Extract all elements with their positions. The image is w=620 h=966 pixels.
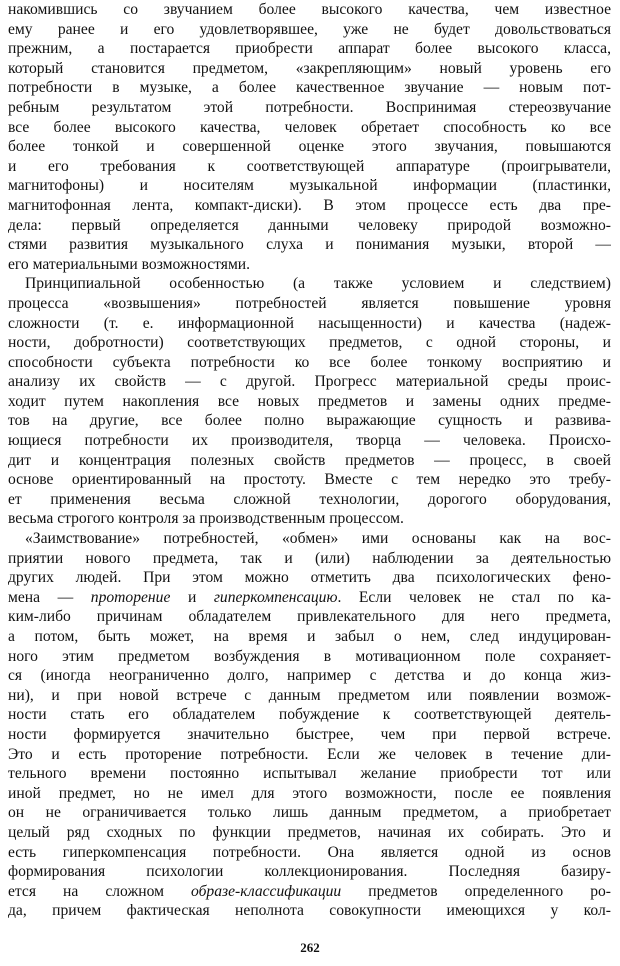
text-line [8,882,611,902]
italic-term: проторение [90,588,171,606]
paragraph [8,529,611,921]
text-line: сложности (т. е. информационной насыщенности) и качества (надеж- [8,314,611,332]
text-line: ности формируется значительно быстрее, чем при первой встрече. [8,725,611,743]
text-line: целый ряд сходных по функции предметов, начиная их собирать. Это и [8,823,611,841]
text-line: тельного времени постоянно испытывал желание приобрести тот или [8,765,611,783]
italic-term: гиперкомпенсацию [213,588,338,606]
text-line: весьма строгого контроля за производственным процессом. [8,510,404,528]
text-line: ходит путем накопления все новых предметов и замены одних предме- [8,392,611,410]
text-line: магнитофонная лента, компакт-диски). В этом процессе есть два пре- [8,196,611,214]
text-line: ся (иногда неограниченно долго, например с детства и до конца жиз- [8,667,611,685]
text-run: и [170,588,214,606]
text-line: тов на другие, все более полно выражающие сущность и развива- [8,412,611,430]
text-line: анализу их свойств — с другой. Прогресс материальной среды проис- [8,373,611,391]
text-line: Принципиальной особенностью (а также условием и следствием) [25,275,611,293]
text-line: потребности в музыке, а более качественное звучание — новым пот- [8,79,611,97]
text-line: который становится предметом, «закрепляющим» новый уровень его [8,59,611,77]
text-line: и его требования к соответствующей аппаратуре (проигрыватели, [8,157,611,175]
page-number: 262 [300,940,320,955]
text-line: ему ранее и его удовлетворявшее, уже не будет довольствоваться [8,20,611,38]
text-line: магнитофоны) и носителям музыкальной информации (пластинки, [8,177,611,195]
text-line: других людей. При этом можно отметить два психологических фено- [8,569,611,587]
text-run: предметов определенного ро- [341,882,611,900]
text-line: ким-либо причинам обладателем привлекательного для него предмета, [8,608,611,626]
text-line: он не ограничивается только лишь данным предметом, а приобретает [8,804,611,822]
text-run: ется на сложном [8,882,191,900]
text-line: основе ориентированный на простоту. Вместе с тем нередко это требу- [8,471,611,489]
text-line: приятии нового предмета, так и (или) наблюдении за деятельностью [8,549,611,567]
text-line: ни), и при новой встрече с данным предметом или появлении возмож- [8,686,611,704]
text-line: стями развития музыкального слуха и понимания музыки, второй — [8,236,611,254]
text-line [8,588,611,608]
text-line: накомившись со звучанием более высокого качества, чем известное [8,1,611,18]
text-line: процесса «возвышения» потребностей является повышение уровня [8,294,611,312]
text-line: «Заимствование» потребностей, «обмен» ими основаны как на вос- [25,530,611,548]
text-line: его материальными возможностями. [8,255,251,273]
text-run: . Если человек не стал по ка- [337,588,611,606]
text-line: да, причем фактическая неполнота совокупности имеющихся у кол- [8,902,611,920]
text-line: дела: первый определяется данными человеку природой возможно- [8,216,611,234]
text-line: ребным результатом этой потребности. Воспринимая стереозвучание [8,98,611,116]
italic-term: образе-классификации [191,882,342,900]
text-line: формирования психологии коллекционирования. Последняя базиру- [8,863,611,881]
text-line: а потом, быть может, на время и забыл о нем, след индуцирован- [8,628,611,645]
paragraph [8,274,611,529]
text-line: дит и концентрация полезных свойств предметов — процесс, в своей [8,451,611,469]
text-line: ющиеся потребности их производителя, творца — человека. Происхо- [8,432,611,450]
text-line: способности субъекта потребности ко все более тонкому восприятию и [8,353,611,371]
text-line: более тонкой и совершенной оценке этого звучания, повышаются [8,138,611,156]
text-line: ности, добротности) соответствующих предметов, с одной стороны, и [8,334,611,352]
text-line: Это и есть проторение потребности. Если же человек в течение дли- [8,745,611,763]
paragraph [8,0,611,274]
text-line: есть гиперкомпенсация потребности. Она является одной из основ [8,843,611,861]
text-line: прежним, а постарается приобрести аппарат более высокого класса, [8,40,611,58]
text-line: ет применения весьма сложной технологии, дорогого оборудования, [8,490,611,508]
text-run: мена — [8,588,91,606]
text-line: все более высокого качества, человек обретает способность ко все [8,118,611,136]
text-line: иной предмет, но не имел для этого возможности, после ее появления [8,784,611,802]
text-line: ного этим предметом возбуждения в мотивационном поле сохраняет- [8,647,611,665]
page-body [8,0,611,921]
text-line: ности стать его обладателем побуждение к соответствующей деятель- [8,706,611,724]
